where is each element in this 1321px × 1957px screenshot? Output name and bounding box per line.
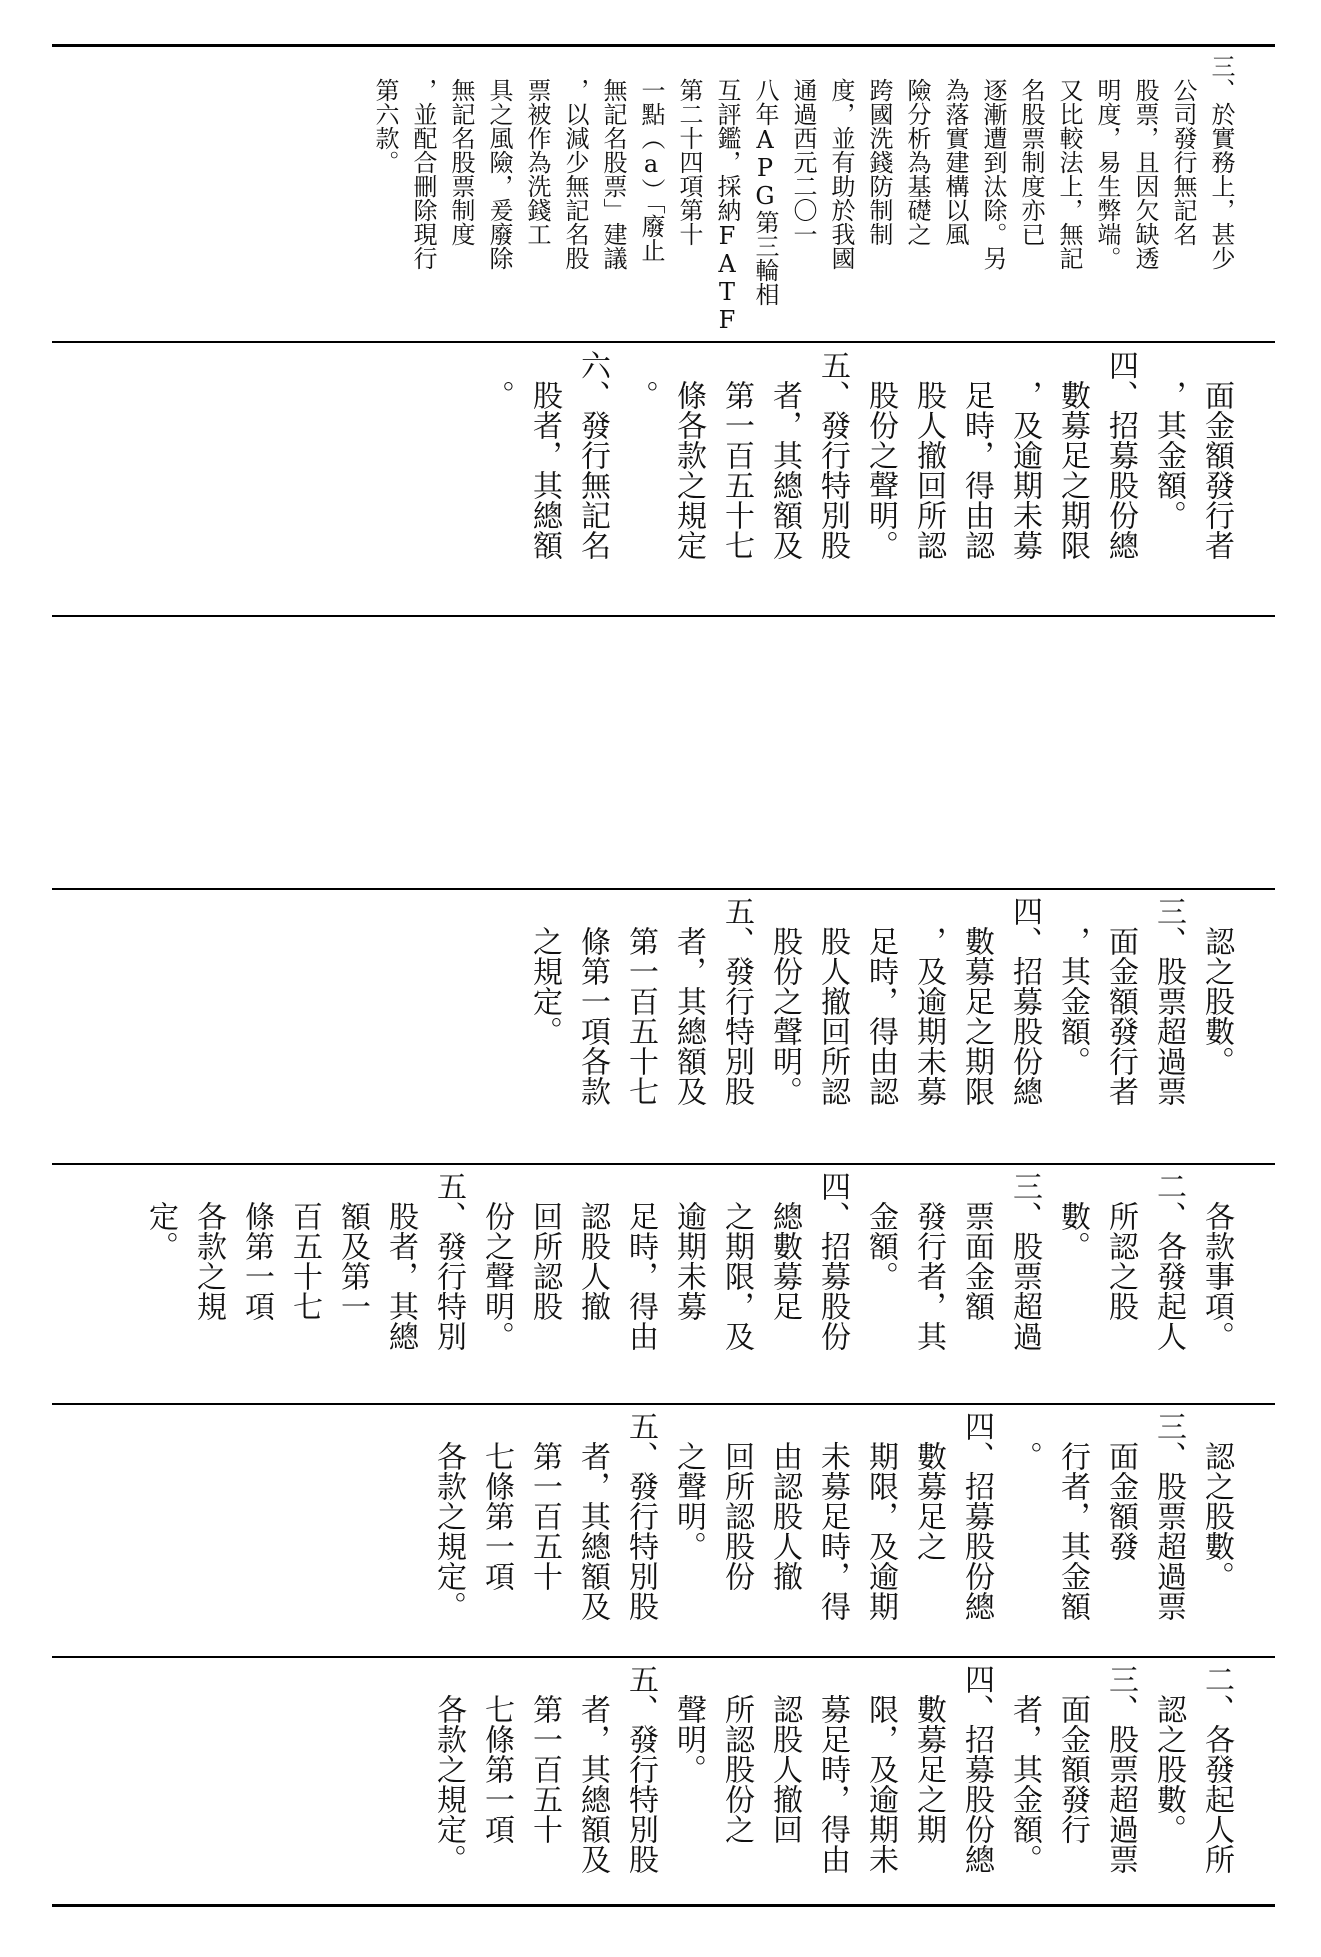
top-border-rule [52,44,1275,47]
text-line: 第一百五十 [527,1664,562,1844]
text-line: 數募足之 [911,1411,946,1561]
text-line: 額及第一 [335,1171,370,1321]
text-line: 定。 [143,1171,178,1261]
text-line: 第一百五十 [527,1411,562,1591]
text-line: 面金額發行者 [1103,896,1138,1106]
text-line: 七條第一項 [479,1411,514,1591]
text-line: 為落實建構以風 [941,54,969,246]
text-line: 四、招募股份總 [959,1664,994,1874]
text-line: 認之股數。 [1151,1664,1186,1844]
text-line: 第一百五十七 [719,350,754,560]
text-line: 未募足時，得 [815,1411,850,1621]
text-line: 第二十四項第十 [675,54,703,246]
column-divider [52,1163,1275,1165]
text-line: 條第一項各款 [575,896,610,1106]
text-line: 。 [1007,1411,1042,1471]
text-line: 由認股人撤 [767,1411,802,1591]
text-line: 回所認股份 [719,1411,754,1591]
table-cell-col3 [60,896,1240,1156]
bottom-border-rule [52,1904,1275,1907]
text-line: 四、招募股份總 [1103,350,1138,560]
text-line: 跨國洗錢防制制 [865,54,893,246]
text-line: 各款之規定。 [431,1664,466,1874]
text-line: 八年APG第三輪相 [751,54,779,306]
text-line: 條各款之規定 [671,350,706,560]
column-divider [52,615,1275,617]
text-line: 認之股數。 [1199,1411,1234,1591]
text-line: 通過西元二〇一 [789,54,817,246]
text-line: 三、股票超過票 [1151,896,1186,1106]
text-line: 五、發行特別 [431,1171,466,1351]
text-line: 逐漸遭到汰除。另 [979,54,1007,270]
text-line: 之聲明。 [671,1411,706,1561]
text-line: 者，其總額及 [575,1411,610,1621]
table-cell-col4 [60,1171,1240,1397]
text-line: 互評鑑，採納FATF [713,54,741,334]
text-line: 份之聲明。 [479,1171,514,1351]
table-cell-col2 [60,350,1240,608]
text-line: 四、招募股份總 [1007,896,1042,1106]
text-line: 足時，得由認 [863,896,898,1106]
text-line: 認股人撤 [575,1171,610,1321]
text-line: 面金額發行者 [1199,350,1234,560]
text-line: 四、招募股份 [815,1171,850,1351]
text-line: 票被作為洗錢工 [523,54,551,246]
text-line: 七條第一項 [479,1664,514,1844]
text-line: 各款事項。 [1199,1171,1234,1351]
text-line: 二、各發起人所 [1199,1664,1234,1874]
column-divider [52,888,1275,890]
text-line: 。 [623,350,658,410]
text-line: 具之風險，爰廢除 [485,54,513,270]
text-line: 。 [479,350,514,410]
text-line: 票面金額 [959,1171,994,1321]
text-line: 各款之規定。 [431,1411,466,1621]
text-line: ，及逾期未募 [1007,350,1042,560]
text-line: 一點（a）「廢止 [637,54,665,262]
text-line: 三、股票超過票 [1151,1411,1186,1621]
text-line: 所認股份之 [719,1664,754,1844]
text-line: ，並配合刪除現行 [409,54,437,270]
column-divider [52,1403,1275,1405]
text-line: 股票，且因欠缺透 [1131,54,1159,270]
text-line: 股份之聲明。 [863,350,898,560]
text-line: 四、招募股份總 [959,1411,994,1621]
text-line: 第六款。 [371,54,399,174]
text-line: 度，並有助於我國 [827,54,855,270]
text-line: 五、發行特別股 [623,1411,658,1621]
column-divider [52,341,1275,343]
text-line: 股份之聲明。 [767,896,802,1106]
text-line: 之規定。 [527,896,562,1046]
text-line: 公司發行無記名 [1169,54,1197,246]
text-line: 條第一項 [239,1171,274,1321]
text-line: 面金額發行 [1055,1664,1090,1844]
text-line: 百五十七 [287,1171,322,1321]
text-line: 回所認股 [527,1171,562,1321]
column-divider [52,1656,1275,1658]
text-line: 三、股票超過 [1007,1171,1042,1351]
text-line: 股人撤回所認 [911,350,946,560]
text-line: ，及逾期未募 [911,896,946,1106]
text-line: 面金額發 [1103,1411,1138,1561]
text-line: 所認之股 [1103,1171,1138,1321]
text-line: ，其金額。 [1055,896,1090,1076]
text-line: 名股票制度亦已 [1017,54,1045,246]
text-line: 二、各發起人 [1151,1171,1186,1351]
text-line: 股者，其總 [383,1171,418,1351]
text-line: 無記名股票」建議 [599,54,627,270]
text-line: 金額。 [863,1171,898,1291]
text-line: 者，其總額及 [575,1664,610,1874]
text-line: 各款之規 [191,1171,226,1321]
text-line: 者，其總額及 [671,896,706,1106]
text-line: 逾期未募 [671,1171,706,1321]
text-line: 期限，及逾期 [863,1411,898,1621]
text-line: 五、發行特別股 [815,350,850,560]
text-line: ，以減少無記名股 [561,54,589,270]
text-line: 認股人撤回 [767,1664,802,1844]
text-line: ，其金額。 [1151,350,1186,530]
text-line: 股人撤回所認 [815,896,850,1106]
text-line: 認之股數。 [1199,896,1234,1076]
text-line: 數。 [1055,1171,1090,1261]
text-line: 第一百五十七 [623,896,658,1106]
text-line: 總數募足 [767,1171,802,1321]
text-line: 明度，易生弊端。 [1093,54,1121,270]
text-line: 足時，得由 [623,1171,658,1351]
text-line: 五、發行特別股 [623,1664,658,1874]
text-line: 數募足之期限 [1055,350,1090,560]
text-line: 募足時，得由 [815,1664,850,1874]
text-line: 者，其總額及 [767,350,802,560]
text-line: 之期限，及 [719,1171,754,1351]
text-line: 股者，其總額 [527,350,562,560]
text-line: 足時，得由認 [959,350,994,560]
text-line: 三、股票超過票 [1103,1664,1138,1874]
text-line: 險分析為基礎之 [903,54,931,246]
text-line: 三、於實務上，甚少 [1207,54,1235,270]
text-line: 無記名股票制度 [447,54,475,246]
text-line: 行者，其金額 [1055,1411,1090,1621]
text-line: 數募足之期 [911,1664,946,1844]
text-line: 又比較法上，無記 [1055,54,1083,270]
text-line: 六、發行無記名 [575,350,610,560]
text-line: 者，其金額。 [1007,1664,1042,1874]
table-cell-col5 [60,1411,1240,1651]
text-line: 限，及逾期未 [863,1664,898,1874]
text-line: 發行者，其 [911,1171,946,1351]
table-cell-col6 [60,1664,1240,1898]
text-line: 數募足之期限 [959,896,994,1106]
text-line: 五、發行特別股 [719,896,754,1106]
text-line: 聲明。 [671,1664,706,1784]
table-cell-col1 [60,54,1240,334]
